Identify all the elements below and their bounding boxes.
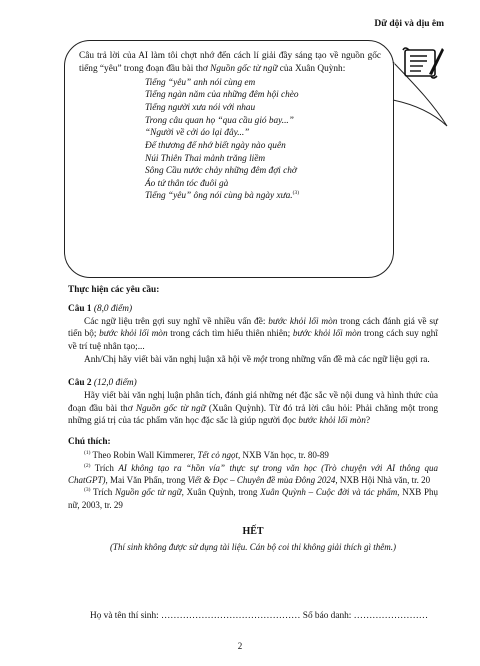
- bubble-intro: Câu trả lời của AI làm tôi chợt nhớ đến cách lí giải đầy sáng tạo về nguồn gốc tiếng “yêu” trong đoạn đầu bài thơ Nguồn gốc từ ngữ của Xuân Quỳnh:: [79, 51, 381, 74]
- poem-line: Tiếng “yêu” anh nói cùng em: [145, 77, 256, 88]
- poem-line: “Người về cởi áo lại đây...”: [145, 128, 250, 139]
- page-number: 2: [237, 641, 243, 651]
- footnote-3: $^{(3)}$ Trích Nguồn gốc từ ngữ, Xuân Quỳnh, trong Xuân Quỳnh – Cuộc đời và tác phẩm, NXB Phụ nữ, 2003, tr. 29: [68, 487, 438, 510]
- scroll-quill-icon: [399, 44, 445, 84]
- poem-line: Áo tứ thân tóc đuôi gà: [145, 178, 229, 189]
- notes-title: Chú thích:: [68, 437, 111, 448]
- exam-content: [68, 284, 438, 553]
- footnote-ref: (3): [292, 190, 300, 197]
- footnote-1: $^{(1)}$ Theo Robin Wall Kimmerer, Tết cỏ ngọt, NXB Văn học, tr. 80-89: [84, 450, 329, 461]
- question-2-paragraph: Hãy viết bài văn nghị luận phân tích, đánh giá những nét đặc sắc về nội dung và hình thức của đoạn đầu bài thơ Nguồn gốc từ ngữ (Xuân Quỳnh). Từ đó trả lời câu hỏi: Phải chăng một trong những giá trị của tác phẩm văn học đặc sắc là giúp người đọc bước khỏi lối mòn?: [68, 390, 439, 427]
- header-title: Dữ dội và dịu êm: [374, 19, 444, 29]
- end-note: (Thí sinh không được sử dụng tài liệu. Cán bộ coi thi không giải thích gì thêm.): [109, 541, 397, 552]
- end-marker: HẾT: [242, 526, 264, 538]
- poem-line: Trong câu quan họ “qua cầu gió bay...”: [145, 115, 294, 126]
- question-1-task: Anh/Chị hãy viết bài văn nghị luận xã hội về một trong những vấn đề mà các ngữ liệu gợi ra.: [84, 355, 430, 366]
- poem-line: Tiếng “yêu” ông nói cùng bà ngày xưa.$^{(3)}$: [145, 190, 300, 202]
- question-1-title: Câu 1 (8,0 điểm): [68, 303, 133, 314]
- footnote-2: $^{(2)}$ Trích AI không tạo ra “hồn vía” thực sự trong văn học (Trò chuyện với AI thông qua ChatGPT), Mai Văn Phấn, trong Viết & Đọc – Chuyên đề mùa Đông 2024, NXB Hội Nhà văn, tr. 20: [68, 462, 438, 485]
- candidate-id-label: Số báo danh: ……………………: [300, 611, 429, 621]
- question-2-title: Câu 2 (12,0 điểm): [68, 377, 137, 388]
- quote-bubble: [64, 40, 394, 278]
- question-1-paragraph: Các ngữ liệu trên gợi suy nghĩ về nhiều vấn đề: bước khỏi lối mòn trong cách đánh giá về sự tiến bộ; bước khỏi lối mòn trong cách tìm hiểu thiên nhiên; bước khỏi lối mòn trong cách suy nghĩ về trí tuệ nhân tạo;...: [68, 316, 438, 353]
- candidate-info-line: [90, 610, 428, 623]
- poem-line: Tiếng người xưa nói với nhau: [145, 102, 256, 113]
- poem-line: Để thương để nhớ biết ngày nào quên: [145, 140, 286, 151]
- poem-line: Núi Thiên Thai mảnh trăng liềm: [145, 153, 266, 164]
- candidate-name-label: Họ và tên thí sinh: ………………………………………: [90, 611, 301, 621]
- poem-line: Tiếng ngàn năm của những đêm hội chèo: [145, 90, 299, 101]
- poem-line: Sông Cầu nước chảy những đêm đợi chờ: [145, 166, 297, 177]
- section-heading: Thực hiện các yêu cầu:: [68, 285, 160, 295]
- poem-excerpt: [79, 77, 381, 204]
